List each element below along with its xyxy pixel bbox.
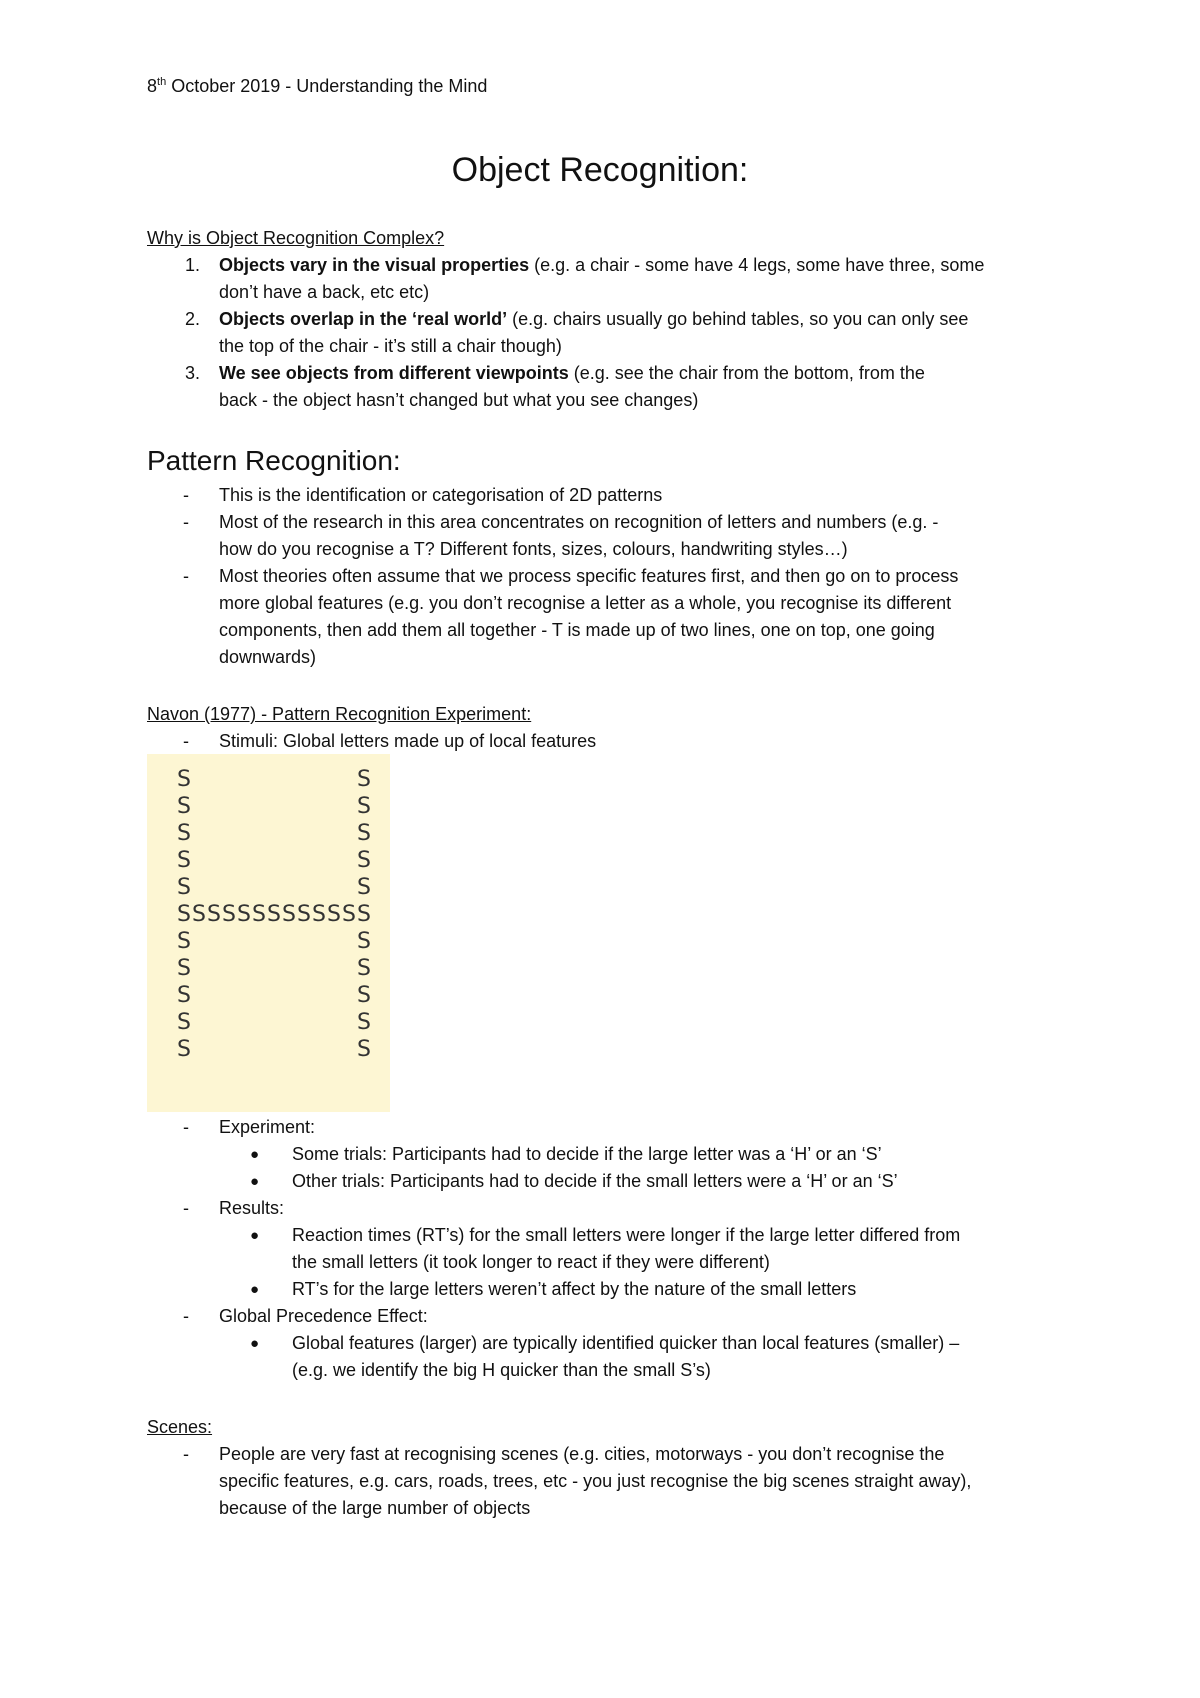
bullet-text: Global features (larger) are typically identified quicker than local features (smaller) – <box>292 1333 960 1353</box>
numbered-item-line2: don’t have a back, etc etc) <box>219 282 430 302</box>
local-letter: S <box>177 1037 191 1062</box>
local-letter: S <box>357 794 371 819</box>
dash-marker: - <box>183 731 189 751</box>
numbered-item-text <box>219 252 984 279</box>
section-heading-pattern: Pattern Recognition: <box>147 445 401 476</box>
bullet-text: RT’s for the large letters weren’t affect by the nature of the small letters <box>292 1279 857 1299</box>
dash-marker: - <box>183 566 189 586</box>
local-letter: S <box>357 875 371 900</box>
dash-marker: - <box>183 485 189 505</box>
local-letter: S <box>357 1010 371 1035</box>
local-letter: S <box>357 956 371 981</box>
item-number: 1. <box>184 255 200 275</box>
local-letter: S <box>357 848 371 873</box>
bullet-marker: ● <box>250 1173 260 1190</box>
section-heading-navon: Navon (1977) - Pattern Recognition Experiment: <box>147 704 532 724</box>
dash-item-text: components, then add them all together - T is made up of two lines, one on top, one going <box>219 620 935 640</box>
local-letter: S <box>327 902 341 927</box>
local-letter: S <box>177 1010 191 1035</box>
local-letter: S <box>357 902 371 927</box>
page-title: Object Recognition: <box>451 151 749 189</box>
local-letter: S <box>282 902 296 927</box>
section-heading-complex: Why is Object Recognition Complex? <box>147 228 445 248</box>
dash-item-text: downwards) <box>219 647 317 667</box>
scenes-text: People are very fast at recognising scenes (e.g. cities, motorways - you don’t recognise the <box>219 1444 945 1464</box>
numbered-item-text <box>219 360 925 387</box>
local-letter: S <box>177 956 191 981</box>
local-letter: S <box>267 902 281 927</box>
experiment-label: Experiment: <box>219 1117 316 1137</box>
bullet-text: (e.g. we identify the big H quicker than the small S’s) <box>292 1360 711 1380</box>
local-letter: S <box>177 983 191 1008</box>
item-rest: (e.g. a chair - some have 4 legs, some have three, some <box>529 255 985 275</box>
local-letter: S <box>177 794 191 819</box>
dash-marker: - <box>183 1198 189 1218</box>
dash-item-text: Most of the research in this area concentrates on recognition of letters and numbers (e.g. - <box>219 512 939 532</box>
local-letter: S <box>222 902 236 927</box>
local-letter: S <box>192 902 206 927</box>
local-letter: S <box>177 821 191 846</box>
bullet-text: Other trials: Participants had to decide if the small letters were a ‘H’ or an ‘S’ <box>292 1171 898 1191</box>
local-letter: S <box>312 902 326 927</box>
numbered-item-line2: back - the object hasn’t changed but what you see changes) <box>219 390 699 410</box>
numbered-item-text <box>219 306 968 333</box>
bullet-text: the small letters (it took longer to react if they were different) <box>292 1252 770 1272</box>
bullet-marker: ● <box>250 1281 260 1298</box>
local-letter: S <box>207 902 221 927</box>
local-letter: S <box>357 821 371 846</box>
results-label: Results: <box>219 1198 285 1218</box>
bullet-text: Some trials: Participants had to decide if the large letter was a ‘H’ or an ‘S’ <box>292 1144 882 1164</box>
item-bold: Objects overlap in the ‘real world’ <box>219 309 508 329</box>
local-letter: S <box>237 902 251 927</box>
local-letter: S <box>342 902 356 927</box>
dash-marker: - <box>183 512 189 532</box>
gpe-label: Global Precedence Effect: <box>219 1306 428 1326</box>
local-letter: S <box>177 929 191 954</box>
local-letter: S <box>357 767 371 792</box>
dash-item-text: Most theories often assume that we process specific features first, and then go on to process <box>219 566 959 586</box>
local-letter: S <box>177 848 191 873</box>
item-number: 3. <box>184 363 200 383</box>
numbered-item-line2: the top of the chair - it’s still a chair though) <box>219 336 562 356</box>
item-rest: (e.g. chairs usually go behind tables, so you can only see <box>507 309 969 329</box>
dash-marker: - <box>183 1117 189 1137</box>
scenes-text: specific features, e.g. cars, roads, trees, etc - you just recognise the big scenes straight away), <box>219 1471 972 1491</box>
local-letter: S <box>177 902 191 927</box>
item-rest: (e.g. see the chair from the bottom, from the <box>568 363 925 383</box>
item-number: 2. <box>184 309 200 329</box>
dash-item-text: how do you recognise a T? Different fonts, sizes, colours, handwriting styles…) <box>219 539 848 559</box>
bullet-text: Reaction times (RT’s) for the small letters were longer if the large letter differed from <box>292 1225 961 1245</box>
local-letter: S <box>177 875 191 900</box>
local-letter: S <box>357 929 371 954</box>
dash-marker: - <box>183 1444 189 1464</box>
bullet-marker: ● <box>250 1227 260 1244</box>
local-letter: S <box>357 983 371 1008</box>
local-letter: S <box>297 902 311 927</box>
dash-item-text: This is the identification or categorisation of 2D patterns <box>219 485 663 505</box>
header-day: 8 <box>147 76 158 96</box>
scenes-text: because of the large number of objects <box>219 1498 531 1518</box>
local-letter: S <box>357 1037 371 1062</box>
stimuli-text: Stimuli: Global letters made up of local features <box>219 731 597 751</box>
header-suffix: th <box>157 76 167 88</box>
dash-marker: - <box>183 1306 189 1326</box>
bullet-marker: ● <box>250 1335 260 1352</box>
dash-item-text: more global features (e.g. you don’t recognise a letter as a whole, you recognise its different <box>219 593 952 613</box>
page-header <box>147 73 487 100</box>
item-bold: We see objects from different viewpoints <box>219 363 569 383</box>
header-rest: October 2019 - Understanding the Mind <box>166 76 488 96</box>
navon-stimulus-figure <box>147 754 390 1112</box>
item-bold: Objects vary in the visual properties <box>219 255 530 275</box>
bullet-marker: ● <box>250 1146 260 1163</box>
local-letter: S <box>177 767 191 792</box>
local-letter: S <box>252 902 266 927</box>
section-heading-scenes: Scenes: <box>147 1417 213 1437</box>
